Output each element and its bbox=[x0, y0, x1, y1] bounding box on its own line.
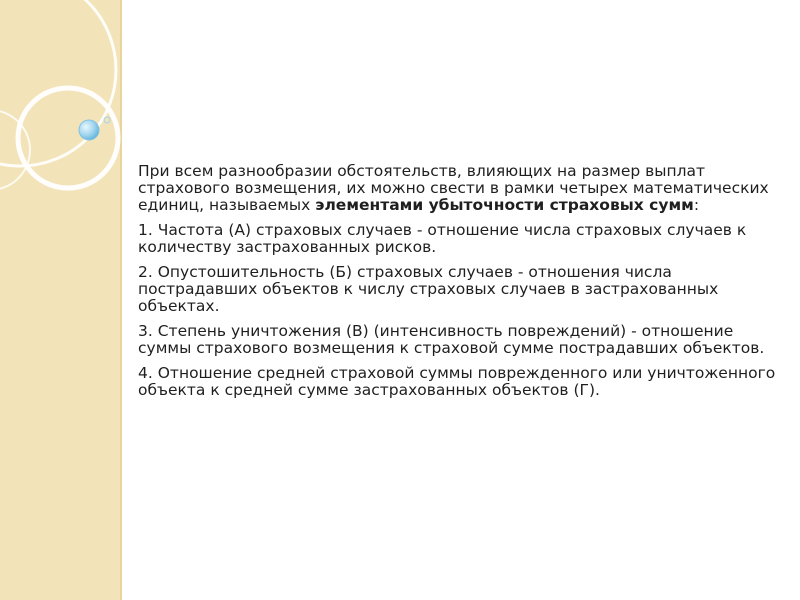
item-frequency: 1. Частота (А) страховых случаев - отношение числа страховых случаев к количеству застрахованных рисков. bbox=[138, 221, 747, 256]
item-destruction-degree: 3. Степень уничтожения (В) (интенсивность повреждений) - отношение суммы страхового возмещения к страховой сумме пострадавших объектов. bbox=[138, 322, 765, 357]
intro-paragraph bbox=[138, 163, 778, 214]
item-average-ratio: 4. Отношение средней страховой суммы поврежденного или уничтоженного объекта к средней сумме застрахованных объектов (Г). bbox=[138, 364, 776, 399]
band-edge-line bbox=[120, 0, 122, 600]
decorative-left-band bbox=[0, 0, 120, 600]
item-devastation: 2. Опустошительность (Б) страховых случаев - отношения числа пострадавших объектов к числу страховых случаев в застрахованных объектах. bbox=[138, 263, 719, 315]
intro-text: При всем разнообразии обстоятельств, влияющих на размер выплат страхового возмещения, их можно свести в рамки четырех математических единиц, называемых bbox=[138, 162, 769, 214]
bold-term: элементами убыточности страховых сумм bbox=[315, 196, 694, 214]
intro-colon: : bbox=[693, 196, 700, 214]
slide-text bbox=[138, 163, 778, 407]
